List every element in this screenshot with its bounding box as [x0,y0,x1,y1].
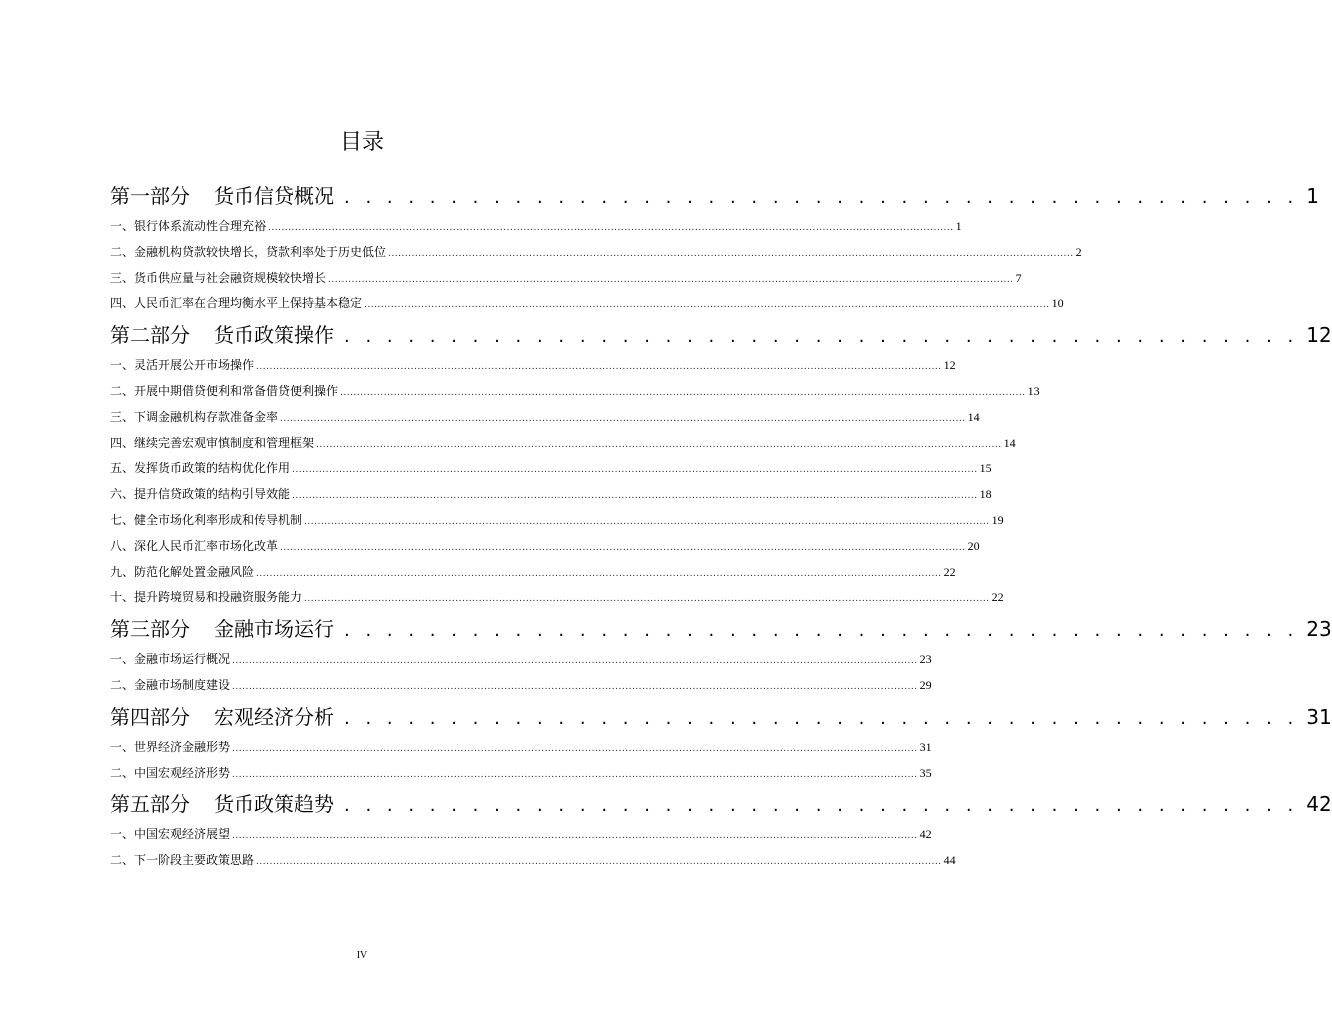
toc-section-title: 二、开展中期借贷便利和常备借贷便利操作 [110,383,339,398]
toc-leader-dots: ............................................................................................................................................................................................................ [256,568,942,579]
toc-part-page-number: 23 [1306,617,1332,642]
toc-section-title: 四、继续完善宏观审慎制度和管理框架 [110,435,315,450]
toc-section-title: 七、健全市场化利率形成和传导机制 [110,512,303,527]
toc-part-name: 货币政策操作 [214,323,334,348]
toc-leader-dots: ............................................................................................................................................................................................................ [268,223,954,233]
toc-leader-dots: . . . . . . . . . . . . . . . . . . . . . . . . . . . . . . . . . . . . . . . . . . . . . [344,187,1299,208]
toc-part-title [110,178,334,214]
toc-section-entry[interactable] [110,761,932,787]
toc-section-title: 一、金融市场运行概况 [110,652,231,667]
page-title: 目录 [339,130,384,155]
toc-section-entry[interactable] [110,508,1004,534]
toc-section-page-number: 31 [919,739,932,754]
toc-section-page-number: 23 [919,652,932,667]
toc-part-title [110,699,334,735]
toc-leader-dots: ............................................................................................................................................................................................................ [292,491,978,502]
toc-section-page-number: 7 [1015,270,1022,285]
toc-section-title: 一、灵活开展公开市场操作 [110,358,255,373]
toc-section-page-number: 19 [991,512,1004,527]
toc-section-page-number: 42 [919,827,932,842]
toc-section-title: 一、中国宏观经济展望 [110,827,231,842]
toc-part-number: 第五部分 [110,792,190,817]
toc-section-entry[interactable] [110,456,992,482]
toc-section-page-number: 12 [943,358,956,373]
toc-part-number: 第一部分 [110,184,190,208]
toc-part-title [110,611,334,647]
toc-section-entry[interactable] [110,214,962,240]
toc-section-entry[interactable] [110,240,1082,266]
toc-section-entry[interactable] [110,735,932,761]
toc-section-title: 四、人民币汇率在合理均衡水平上保持基本稳定 [110,296,363,311]
toc-section-page-number: 44 [943,853,956,868]
toc-part-entry[interactable] [110,699,1332,735]
toc-section-title: 三、货币供应量与社会融资规模较快增长 [110,270,327,285]
toc-section-entry[interactable] [110,266,1022,292]
toc-leader-dots: ............................................................................................................................................................................................................ [232,831,918,842]
toc-section-entry[interactable] [110,405,980,431]
toc-section-page-number: 29 [919,677,932,692]
toc-part-name: 货币信贷概况 [214,184,334,208]
toc-section-title: 二、中国宏观经济形势 [110,765,231,780]
toc-leader-dots: ............................................................................................................................................................................................................ [232,656,918,667]
toc-section-page-number: 18 [979,487,992,502]
table-of-contents [110,178,1332,874]
toc-section-page-number: 14 [1003,435,1016,450]
toc-part-name: 货币政策趋势 [214,792,334,817]
toc-section-page-number: 1 [955,219,962,233]
toc-leader-dots: . . . . . . . . . . . . . . . . . . . . . . . . . . . . . . . . . . . . . . . . . . . . . [344,620,1299,642]
toc-section-entry[interactable] [110,848,956,874]
toc-section-page-number: 20 [967,538,980,553]
toc-section-page-number: 35 [919,765,932,780]
toc-part-page-number: 12 [1306,323,1332,348]
toc-section-entry[interactable] [110,379,1040,405]
toc-part-title [110,317,334,353]
toc-part-page-number: 31 [1306,704,1332,729]
toc-part-number: 第四部分 [110,704,190,729]
toc-part-number: 第二部分 [110,323,190,348]
toc-part-page-number: 1 [1306,184,1319,208]
toc-leader-dots: ............................................................................................................................................................................................................ [280,542,966,553]
toc-section-title: 三、下调金融机构存款准备金率 [110,409,279,424]
toc-section-title: 二、金融机构贷款较快增长，贷款利率处于历史低位 [110,244,387,259]
toc-leader-dots: ............................................................................................................................................................................................................ [340,387,1026,398]
toc-part-entry[interactable] [110,611,1332,647]
toc-section-page-number: 22 [991,590,1004,605]
toc-section-title: 一、银行体系流动性合理充裕 [110,219,267,233]
toc-leader-dots: ............................................................................................................................................................................................................ [304,594,990,605]
toc-part-title [110,786,334,822]
toc-section-title: 二、金融市场制度建设 [110,677,231,692]
toc-section-title: 二、下一阶段主要政策思路 [110,853,255,868]
toc-section-page-number: 14 [967,409,980,424]
toc-leader-dots: ............................................................................................................................................................................................................ [232,743,918,754]
toc-section-entry[interactable] [110,431,1016,457]
toc-leader-dots: ............................................................................................................................................................................................................ [280,413,966,424]
toc-leader-dots: ............................................................................................................................................................................................................ [364,300,1050,311]
page-number: IV [356,950,368,961]
toc-leader-dots: ............................................................................................................................................................................................................ [388,248,1074,259]
toc-part-entry[interactable] [110,178,1319,214]
toc-leader-dots: ............................................................................................................................................................................................................ [292,465,978,476]
toc-section-entry[interactable] [110,534,980,560]
toc-leader-dots: . . . . . . . . . . . . . . . . . . . . . . . . . . . . . . . . . . . . . . . . . . . . . [344,795,1299,817]
toc-section-page-number: 13 [1027,383,1040,398]
toc-part-name: 宏观经济分析 [214,704,334,729]
toc-section-entry[interactable] [110,673,932,699]
toc-part-entry[interactable] [110,786,1332,822]
toc-leader-dots: ............................................................................................................................................................................................................ [232,681,918,692]
toc-section-page-number: 22 [943,564,956,579]
toc-section-page-number: 2 [1075,244,1082,259]
toc-section-title: 九、防范化解处置金融风险 [110,564,255,579]
toc-leader-dots: . . . . . . . . . . . . . . . . . . . . . . . . . . . . . . . . . . . . . . . . . . . . . [344,326,1299,348]
toc-section-page-number: 15 [979,461,992,476]
toc-section-entry[interactable] [110,560,956,586]
toc-section-entry[interactable] [110,585,1004,611]
toc-part-number: 第三部分 [110,617,190,642]
toc-section-title: 五、发挥货币政策的结构优化作用 [110,461,291,476]
toc-part-name: 金融市场运行 [214,617,334,642]
toc-section-title: 十、提升跨境贸易和投融资服务能力 [110,590,303,605]
toc-part-entry[interactable] [110,317,1332,353]
toc-section-title: 八、深化人民币汇率市场化改革 [110,538,279,553]
toc-leader-dots: . . . . . . . . . . . . . . . . . . . . . . . . . . . . . . . . . . . . . . . . . . . . . [344,707,1299,729]
toc-leader-dots: ............................................................................................................................................................................................................ [256,857,942,868]
toc-leader-dots: ............................................................................................................................................................................................................ [316,439,1002,450]
toc-section-entry[interactable] [110,647,932,673]
toc-section-entry[interactable] [110,822,932,848]
toc-leader-dots: ............................................................................................................................................................................................................ [304,516,990,527]
toc-section-title: 一、世界经济金融形势 [110,739,231,754]
toc-section-entry[interactable] [110,482,992,508]
toc-section-entry[interactable] [110,291,1064,317]
toc-leader-dots: ............................................................................................................................................................................................................ [232,769,918,780]
toc-part-page-number: 42 [1306,792,1332,817]
toc-leader-dots: ............................................................................................................................................................................................................ [256,362,942,373]
toc-section-title: 六、提升信贷政策的结构引导效能 [110,487,291,502]
toc-leader-dots: ............................................................................................................................................................................................................ [328,274,1014,285]
toc-section-page-number: 10 [1051,296,1064,311]
toc-section-entry[interactable] [110,353,956,379]
